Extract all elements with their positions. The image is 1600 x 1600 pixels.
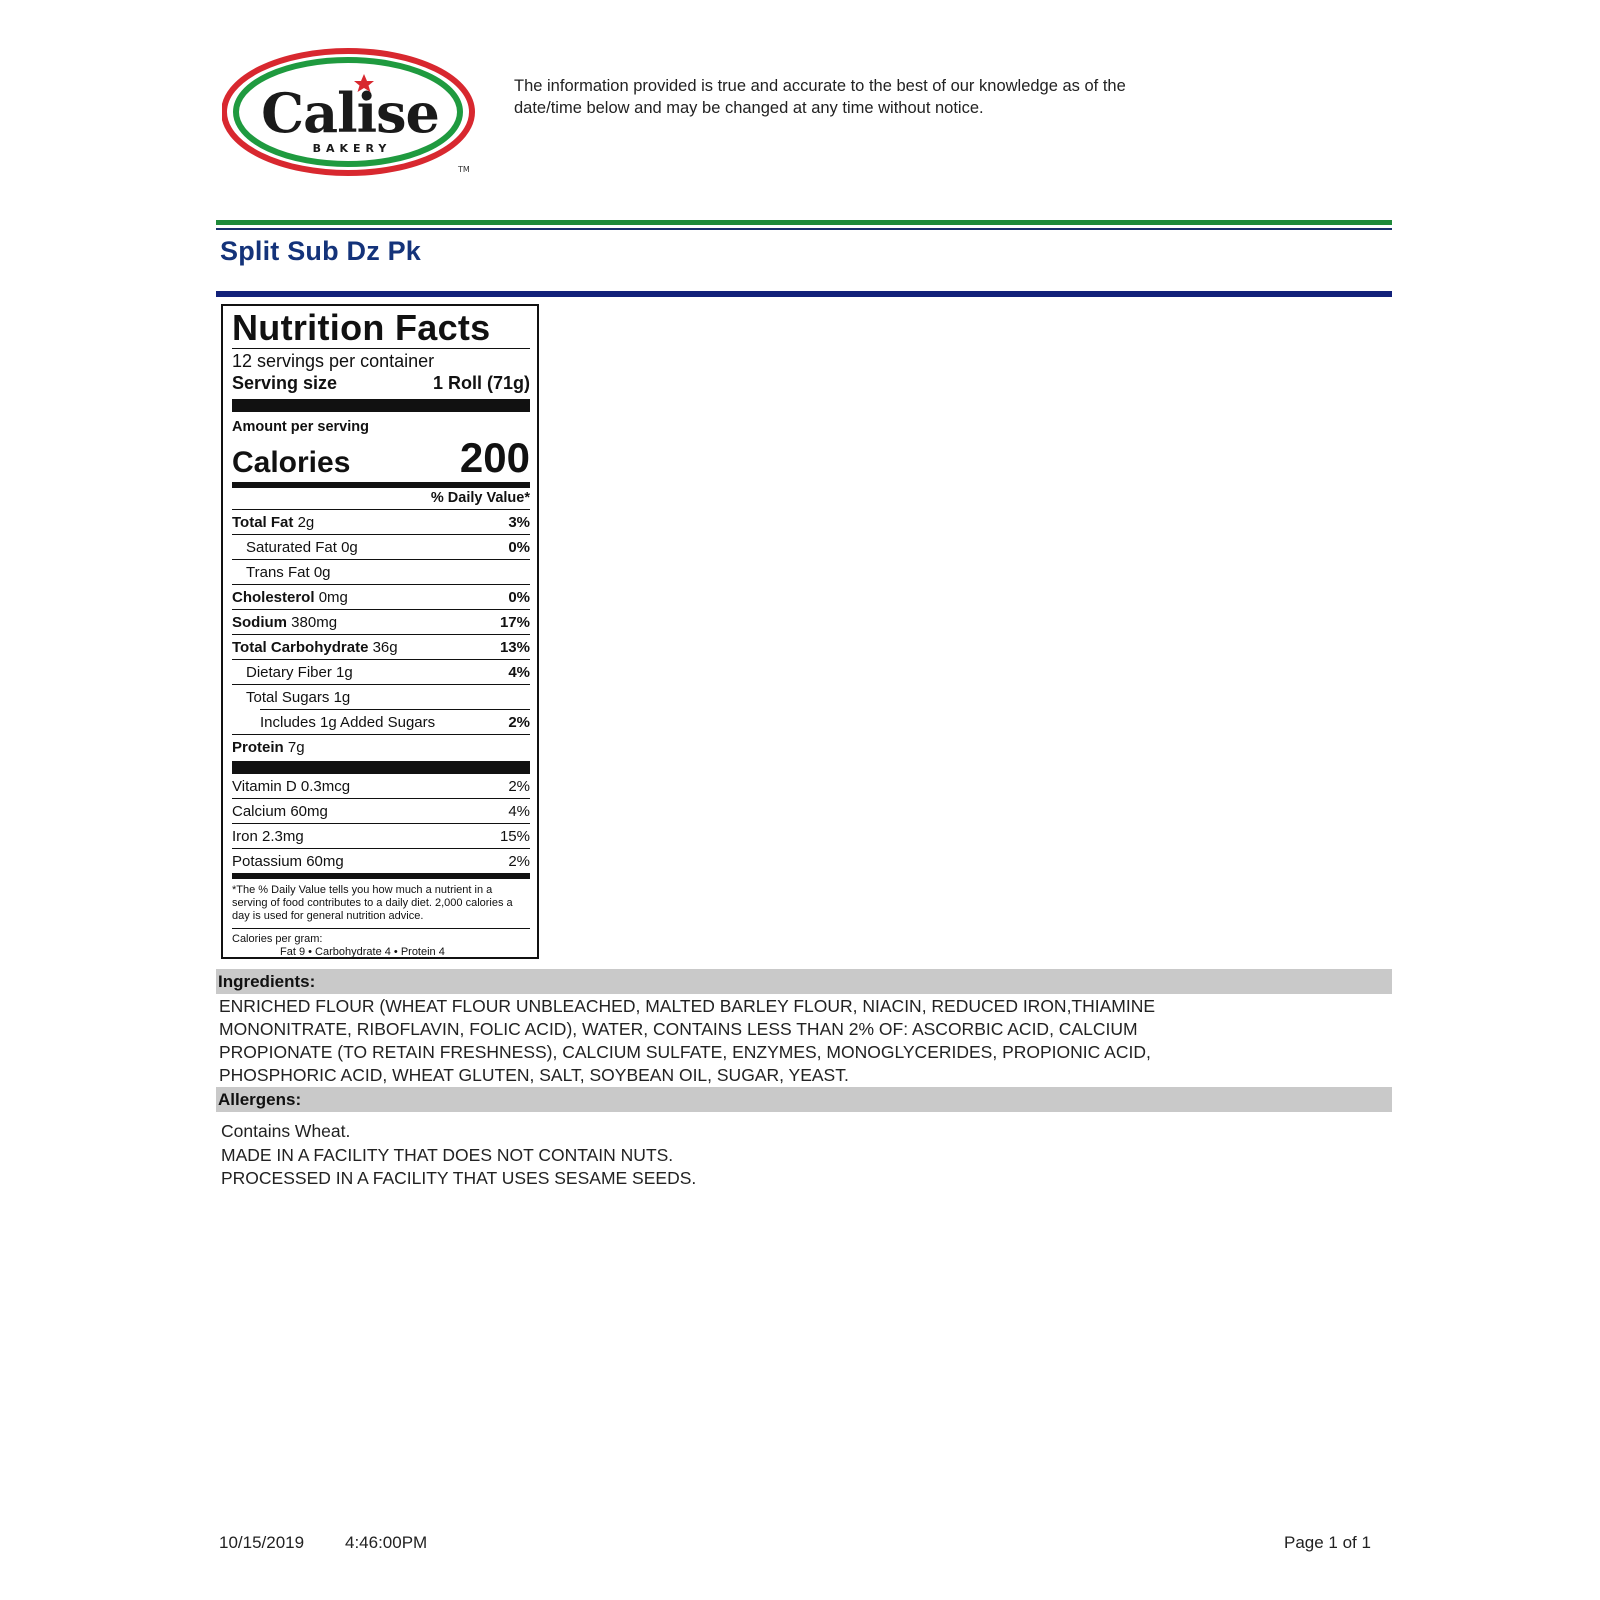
divider xyxy=(232,348,530,349)
nutrient-amount: 1g xyxy=(333,688,351,706)
serving-size-label: Serving size xyxy=(232,373,338,393)
nutrient-dv: 17% xyxy=(499,613,530,631)
calories-per-gram-values: Fat 9 • Carbohydrate 4 • Protein 4 xyxy=(280,946,445,958)
nutrient-amount: 380mg xyxy=(291,613,338,631)
nutrient-row-total-fat xyxy=(232,509,530,534)
nutrient-amount: 2g xyxy=(297,513,315,531)
nutrient-dv: 4% xyxy=(508,663,530,681)
nutrient-row-trans-fat xyxy=(232,559,530,584)
ingredients-line: PROPIONATE (TO RETAIN FRESHNESS), CALCIUM SULFATE, ENZYMES, MONOGLYCERIDES, PROPIONIC ACID, xyxy=(219,1042,1151,1062)
allergens-heading: Allergens: xyxy=(218,1090,302,1109)
allergens-band xyxy=(216,1087,1392,1112)
servings-per-container: 12 servings per container xyxy=(232,351,435,371)
nutrient-name: Sodium xyxy=(232,613,287,631)
amount-per-serving: Amount per serving xyxy=(232,419,369,435)
nutrient-dv: 2% xyxy=(508,713,530,731)
divider-medium xyxy=(232,873,530,879)
calories-per-gram xyxy=(232,928,530,959)
product-title: Split Sub Dz Pk xyxy=(220,236,422,266)
vitamin-label: Potassium 60mg xyxy=(232,852,344,870)
nutrient-name: Includes 1g Added Sugars xyxy=(260,713,436,731)
vitamin-label: Vitamin D 0.3mcg xyxy=(232,777,351,795)
nutrient-dv: 3% xyxy=(508,513,530,531)
header-rule-navy xyxy=(216,291,1392,297)
vitamin-row xyxy=(232,799,530,824)
nutrient-row-protein xyxy=(232,734,530,759)
nutrient-row-total-sugars xyxy=(232,684,530,709)
calise-bakery-logo xyxy=(222,48,482,178)
header-rule-green xyxy=(216,220,1392,225)
allergens-text xyxy=(221,1120,1121,1191)
calories-row xyxy=(232,436,530,480)
allergens-line: PROCESSED IN A FACILITY THAT USES SESAME SEEDS. xyxy=(221,1168,697,1188)
allergens-line: MADE IN A FACILITY THAT DOES NOT CONTAIN NUTS. xyxy=(221,1144,674,1165)
vitamin-row xyxy=(232,774,530,799)
disclaimer-text: The information provided is true and accurate to the best of our knowledge as of the date/time below and may be changed at any time without notice. xyxy=(514,77,1126,117)
calories-per-gram-label: Calories per gram: xyxy=(232,933,323,945)
nutrient-name: Protein xyxy=(232,738,284,756)
footer-page-number: Page 1 of 1 xyxy=(1284,1533,1371,1552)
logo-wordmark: Calise xyxy=(261,81,439,145)
nutrient-row-added-sugars xyxy=(260,709,530,734)
nutrient-amount: 0mg xyxy=(318,588,348,606)
nutrient-dv: 13% xyxy=(499,638,530,656)
nutrient-row-total-carbohydrate xyxy=(232,634,530,659)
vitamin-dv: 4% xyxy=(508,802,530,820)
nutrient-name: Total Fat xyxy=(232,513,294,531)
nutrient-amount: 7g xyxy=(287,738,305,756)
nutrient-row-dietary-fiber xyxy=(232,659,530,684)
nutrient-name: Total Carbohydrate xyxy=(232,638,369,656)
divider-thick xyxy=(232,761,530,774)
ingredients-band xyxy=(216,969,1392,994)
nutrient-row-saturated-fat xyxy=(232,534,530,559)
nutrient-dv: 0% xyxy=(508,588,530,606)
nutrient-amount: 36g xyxy=(372,638,398,656)
serving-size-row xyxy=(232,372,530,394)
ingredients-heading: Ingredients: xyxy=(218,972,316,991)
calories-label: Calories xyxy=(232,446,351,479)
nutrient-dv: 0% xyxy=(508,538,530,556)
ingredients-line: MONONITRATE, RIBOFLAVIN, FOLIC ACID), WATER, CONTAINS LESS THAN 2% OF: ASCORBIC ACID, CALCIUM xyxy=(219,1019,1138,1039)
nutrient-amount: 0g xyxy=(313,563,331,581)
nutrient-amount: 1g xyxy=(336,663,353,681)
ingredients-text xyxy=(219,995,1219,1087)
vitamin-dv: 2% xyxy=(508,852,530,870)
ingredients-line: PHOSPHORIC ACID, WHEAT GLUTEN, SALT, SOYBEAN OIL, SUGAR, YEAST. xyxy=(219,1065,849,1085)
serving-size-value: 1 Roll (71g) xyxy=(432,373,530,393)
nutrient-name: Total Sugars xyxy=(246,688,330,706)
vitamin-dv: 2% xyxy=(508,777,530,795)
ingredients-line: ENRICHED FLOUR (WHEAT FLOUR UNBLEACHED, MALTED BARLEY FLOUR, NIACIN, REDUCED IRON,THIAMINE xyxy=(219,996,1156,1016)
vitamin-dv: 15% xyxy=(499,827,530,845)
footer-time: 4:46:00PM xyxy=(345,1533,428,1552)
logo-trademark: TM xyxy=(458,165,470,174)
nutrient-row-sodium xyxy=(232,609,530,634)
nutrient-amount: 0g xyxy=(341,538,358,556)
nutrition-facts-panel xyxy=(221,304,539,959)
calories-value: 200 xyxy=(459,434,530,481)
nutrient-name: Trans Fat xyxy=(246,563,310,581)
vitamin-row xyxy=(232,824,530,849)
daily-value-footnote: *The % Daily Value tells you how much a nutrient in a serving of food contributes to a daily diet. 2,000 calories a day is used for general nutrition advice. xyxy=(232,884,513,922)
nutrient-name: Cholesterol xyxy=(232,588,315,606)
divider-thick xyxy=(232,399,530,412)
allergens-line: Contains Wheat. xyxy=(221,1121,351,1141)
nutrition-facts-title: Nutrition Facts xyxy=(232,307,491,348)
vitamin-row xyxy=(232,849,530,873)
footer-date: 10/15/2019 xyxy=(219,1533,305,1552)
header-rule-thin xyxy=(216,228,1392,230)
logo-subtext: BAKERY xyxy=(312,142,392,155)
nutrient-row-cholesterol xyxy=(232,584,530,609)
vitamin-label: Calcium 60mg xyxy=(232,802,328,820)
nutrient-name: Dietary Fiber xyxy=(246,663,332,681)
nutrient-name: Saturated Fat xyxy=(246,538,337,556)
vitamin-label: Iron 2.3mg xyxy=(232,827,304,845)
daily-value-heading: % Daily Value* xyxy=(430,490,530,506)
